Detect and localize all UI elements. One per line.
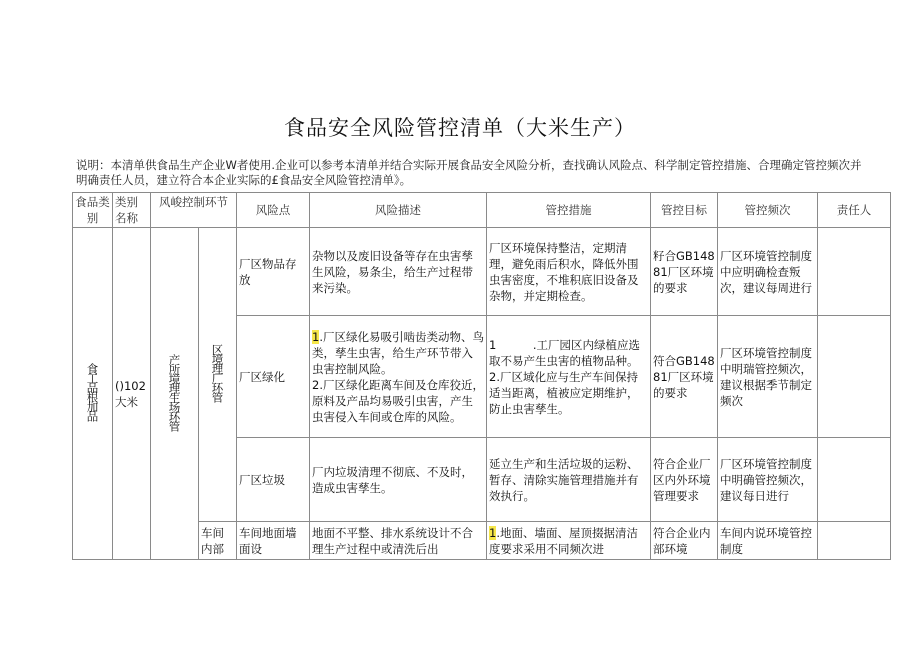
highlight-mark: 1 xyxy=(312,329,320,344)
header-category: 食品类别 xyxy=(73,193,113,228)
cell-measures: 1 .工厂园区内绿植应选取不易产生虫害的植物品种。 2.厂区域化应与生产车间保持适当距离，植被应定期维护，防止虫害孳生。 xyxy=(487,316,651,438)
cell-frequency: 车间内说环境管控制度 xyxy=(718,522,818,560)
header-stage: 风峻控制环节 xyxy=(151,193,237,228)
category-text: 食工品根加品 xyxy=(85,363,100,420)
header-measures: 管控措施 xyxy=(487,193,651,228)
cell-measures xyxy=(487,522,651,560)
cell-target: 籽合GB14881厂区环境的要求 xyxy=(651,228,718,316)
header-target: 管控目标 xyxy=(651,193,718,228)
cell-owner xyxy=(818,438,891,522)
cell-risk-point: 厂区垃圾 xyxy=(237,438,310,522)
risk-desc-text: .厂区绿化易吸引啮齿类动物、鸟类，孳生虫害，给生产环节带入虫害控制风险。 2.厂区绿化距离车间及仓库狡近，原料及产品均易吸引虫害，产生虫害侵入车间或仓库的风险。 xyxy=(312,329,484,424)
cell-target: 符合企业厂区内外环境管理要求 xyxy=(651,438,718,522)
cell-risk-desc: 杂物以及废旧设备等存在虫害孳生风险，易条尘，给生产过程带来污染。 xyxy=(310,228,487,316)
cell-owner xyxy=(818,522,891,560)
cell-stage-sub xyxy=(199,228,237,522)
header-risk-desc: 风险描述 xyxy=(310,193,487,228)
cell-measures: 厂区环境保持整洁，定期清理，避免雨后积水，降低外围虫害密度，不堆积底旧设备及杂物，并定期检查。 xyxy=(487,228,651,316)
cell-owner xyxy=(818,228,891,316)
cell-risk-point: 厂区绿化 xyxy=(237,316,310,438)
cell-measures: 延立生产和生活垃圾的运粉、暂存、清除实施管理措施并有效执行。 xyxy=(487,438,651,522)
header-risk-point: 风险点 xyxy=(237,193,310,228)
cell-frequency: 厂区环境管控制度中明确管控频次，建议每日进行 xyxy=(718,438,818,522)
cell-risk-desc xyxy=(310,316,487,438)
cell-target: 符合企业内部环境 xyxy=(651,522,718,560)
header-row xyxy=(73,193,891,228)
cell-risk-desc: 厂内垃圾清理不彻底、不及时，造成虫害孳生。 xyxy=(310,438,487,522)
cell-frequency: 厂区环境管控制度中明瑞管控频次，建议根据季节制定频次 xyxy=(718,316,818,438)
cell-subcategory: ()102大米 xyxy=(113,228,151,560)
cell-risk-point: 厂区物品存放 xyxy=(237,228,310,316)
cell-risk-desc: 地面不平整、排水系统设计不合理生产过程中或清洗后出 xyxy=(310,522,487,560)
stage-main-text: 产所境理生场环管 xyxy=(167,353,182,430)
header-owner: 责任人 xyxy=(818,193,891,228)
risk-control-table xyxy=(72,192,891,560)
cell-stage-main xyxy=(151,228,199,560)
cell-category xyxy=(73,228,113,560)
cell-frequency: 厂区环境管控制度中应明确检查叛次，建议每周进行 xyxy=(718,228,818,316)
intro-text: 说明：本清单供食品生产企业W者使用.企业可以参考本清单并结合实际开展食品安全风险分析，查找确认风险点、科学制定管控措施、合理确定管控频次并明确责任人员，建立符合本企业实际的£食品安全风险管控清单》。 xyxy=(76,158,862,187)
cell-stage-sub2: 车间内部 xyxy=(199,522,237,560)
stage-sub-text: 区境理厂环管 xyxy=(210,344,225,401)
table-row xyxy=(73,228,891,316)
header-subcategory: 类别名称 xyxy=(113,193,151,228)
header-frequency: 管控频次 xyxy=(718,193,818,228)
cell-target: 符合GB14881厂区环境的要求 xyxy=(651,316,718,438)
highlight-mark: 1 xyxy=(489,525,497,540)
cell-owner xyxy=(818,316,891,438)
page-title: 食品安全风险管控清单（大米生产） xyxy=(284,116,636,140)
measures-text: .地面、墙面、屋顶掇据清洁度要求采用不同频次进 xyxy=(489,525,638,556)
cell-risk-point: 车间地面墙面设 xyxy=(237,522,310,560)
